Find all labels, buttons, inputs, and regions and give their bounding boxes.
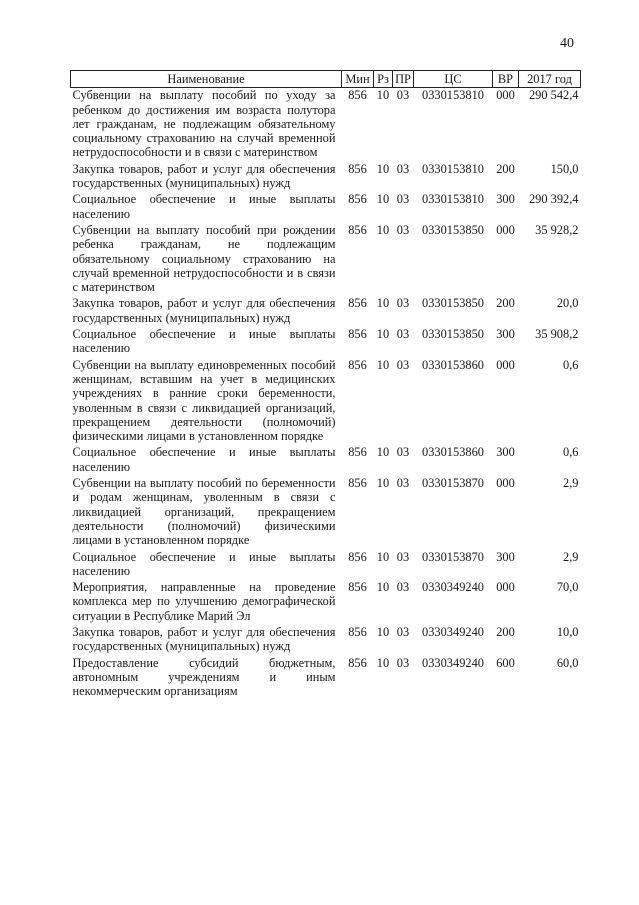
cell-cs: 0330349240 xyxy=(422,580,484,595)
cell-rz: 10 xyxy=(376,580,390,595)
cell-amount: 0,6 xyxy=(563,445,579,460)
header-min: Мин xyxy=(342,71,374,88)
cell-pr: 03 xyxy=(396,580,410,595)
table-row xyxy=(71,88,581,162)
cell-amount: 70,0 xyxy=(556,580,579,595)
cell-min: 856 xyxy=(348,161,367,176)
cell-name: Социальное обеспечение и иные выплаты населению xyxy=(72,327,336,356)
table-row xyxy=(71,162,581,193)
table-row xyxy=(71,223,581,296)
cell-name: Предоставление субсидий бюджетным, автономным учреждениям и иным некоммерческим организациям xyxy=(72,655,336,699)
cell-pr: 03 xyxy=(396,624,410,639)
cell-amount: 20,0 xyxy=(556,296,579,311)
cell-pr: 03 xyxy=(396,161,410,176)
table-row xyxy=(71,550,581,581)
cell-amount: 35 928,2 xyxy=(535,222,579,237)
cell-min: 856 xyxy=(348,445,367,460)
cell-min: 856 xyxy=(348,655,367,670)
header-pr: ПР xyxy=(393,71,414,88)
cell-pr: 03 xyxy=(396,549,410,564)
table-row xyxy=(71,296,581,327)
cell-pr: 03 xyxy=(396,192,410,207)
cell-pr: 03 xyxy=(396,88,410,103)
cell-rz: 10 xyxy=(376,222,390,237)
table-row xyxy=(71,580,581,625)
cell-vr: 000 xyxy=(496,580,515,595)
table-row xyxy=(71,445,581,476)
cell-rz: 10 xyxy=(376,327,390,342)
cell-amount: 290 542,4 xyxy=(528,88,579,103)
cell-cs: 0330349240 xyxy=(422,655,484,670)
header-cs: ЦС xyxy=(414,71,493,88)
cell-cs: 0330153850 xyxy=(422,327,484,342)
cell-vr: 000 xyxy=(496,88,515,103)
cell-min: 856 xyxy=(348,624,367,639)
cell-name: Субвенции на выплату единовременных пособий женщинам, вставшим на учет в медицинских учреждениях в ранние сроки беременности, уволенным в связи с ликвидацией организаций, прекращением деятельности (полномочий) физическими лицами в установленном порядке xyxy=(72,357,336,444)
cell-cs: 0330153860 xyxy=(422,357,484,372)
cell-min: 856 xyxy=(348,580,367,595)
cell-cs: 0330153870 xyxy=(422,476,484,491)
cell-min: 856 xyxy=(348,88,367,103)
cell-rz: 10 xyxy=(376,476,390,491)
header-name: Наименование xyxy=(71,71,342,88)
cell-min: 856 xyxy=(348,192,367,207)
header-rz: Рз xyxy=(374,71,393,88)
cell-name: Мероприятия, направленные на проведение комплекса мер по улучшению демографической ситуации в Республике Марий Эл xyxy=(72,580,336,623)
cell-amount: 0,6 xyxy=(563,357,579,372)
cell-name: Субвенции на выплату пособий по беременности и родам женщинам, уволенным в связи с ликвидацией организаций, прекращением деятельности (полномочий) физическими лицами в установленном порядке xyxy=(72,476,336,548)
table-row xyxy=(71,358,581,446)
cell-vr: 000 xyxy=(496,476,515,491)
cell-rz: 10 xyxy=(376,88,390,103)
cell-amount: 2,9 xyxy=(563,476,579,491)
cell-amount: 60,0 xyxy=(556,655,579,670)
cell-name: Социальное обеспечение и иные выплаты населению xyxy=(72,549,336,578)
cell-vr: 200 xyxy=(496,296,515,311)
cell-rz: 10 xyxy=(376,296,390,311)
cell-name: Социальное обеспечение и иные выплаты населению xyxy=(72,192,336,221)
cell-pr: 03 xyxy=(396,222,410,237)
cell-cs: 0330153810 xyxy=(422,161,484,176)
cell-rz: 10 xyxy=(376,357,390,372)
cell-amount: 290 392,4 xyxy=(528,192,579,207)
cell-vr: 200 xyxy=(496,624,515,639)
cell-vr: 000 xyxy=(496,222,515,237)
cell-pr: 03 xyxy=(396,476,410,491)
cell-name: Закупка товаров, работ и услуг для обеспечения государственных (муниципальных) нужд xyxy=(72,296,336,325)
cell-vr: 000 xyxy=(496,357,515,372)
cell-rz: 10 xyxy=(376,161,390,176)
cell-pr: 03 xyxy=(396,357,410,372)
cell-name: Закупка товаров, работ и услуг для обеспечения государственных (муниципальных) нужд xyxy=(72,624,336,654)
cell-pr: 03 xyxy=(396,327,410,342)
cell-vr: 200 xyxy=(496,161,515,176)
cell-cs: 0330153850 xyxy=(422,296,484,311)
cell-vr: 300 xyxy=(496,549,515,564)
cell-min: 856 xyxy=(348,549,367,564)
cell-rz: 10 xyxy=(376,624,390,639)
cell-min: 856 xyxy=(348,222,367,237)
table-row xyxy=(71,625,581,656)
cell-cs: 0330153860 xyxy=(422,445,484,460)
cell-min: 856 xyxy=(348,476,367,491)
table-body xyxy=(71,88,581,701)
cell-cs: 0330153850 xyxy=(422,222,484,237)
cell-min: 856 xyxy=(348,296,367,311)
cell-vr: 300 xyxy=(496,327,515,342)
cell-rz: 10 xyxy=(376,192,390,207)
cell-amount: 2,9 xyxy=(563,549,579,564)
table-header-row xyxy=(71,71,581,88)
page-number: 40 xyxy=(560,36,574,51)
cell-pr: 03 xyxy=(396,296,410,311)
cell-rz: 10 xyxy=(376,445,390,460)
table-row xyxy=(71,192,581,223)
cell-pr: 03 xyxy=(396,655,410,670)
budget-table xyxy=(70,70,581,700)
cell-name: Закупка товаров, работ и услуг для обеспечения государственных (муниципальных) нужд xyxy=(72,161,336,191)
cell-name: Субвенции на выплату пособий при рождении ребенка гражданам, не подлежащим обязательному социальному страхованию на случай временной нетрудоспособности и в связи с материнством xyxy=(72,222,336,295)
table-row xyxy=(71,327,581,358)
cell-cs: 0330349240 xyxy=(422,624,484,639)
cell-min: 856 xyxy=(348,327,367,342)
cell-vr: 600 xyxy=(496,655,515,670)
header-vr: ВР xyxy=(493,71,519,88)
cell-vr: 300 xyxy=(496,192,515,207)
table-row xyxy=(71,476,581,549)
cell-pr: 03 xyxy=(396,445,410,460)
header-year: 2017 год xyxy=(519,71,581,88)
cell-rz: 10 xyxy=(376,655,390,670)
cell-amount: 150,0 xyxy=(550,161,579,176)
cell-amount: 35 908,2 xyxy=(535,327,579,342)
cell-name: Социальное обеспечение и иные выплаты населению xyxy=(72,445,336,474)
cell-rz: 10 xyxy=(376,549,390,564)
cell-cs: 0330153870 xyxy=(422,549,484,564)
cell-name: Субвенции на выплату пособий по уходу за ребенком до достижения им возраста полутора лет гражданам, не подлежащим обязательному социальному страхованию на случай временной нетрудоспособности и в связи с материнством xyxy=(72,88,336,160)
cell-vr: 300 xyxy=(496,445,515,460)
cell-cs: 0330153810 xyxy=(422,192,484,207)
table-row xyxy=(71,656,581,701)
cell-cs: 0330153810 xyxy=(422,88,484,103)
cell-min: 856 xyxy=(348,357,367,372)
cell-amount: 10,0 xyxy=(556,624,579,639)
